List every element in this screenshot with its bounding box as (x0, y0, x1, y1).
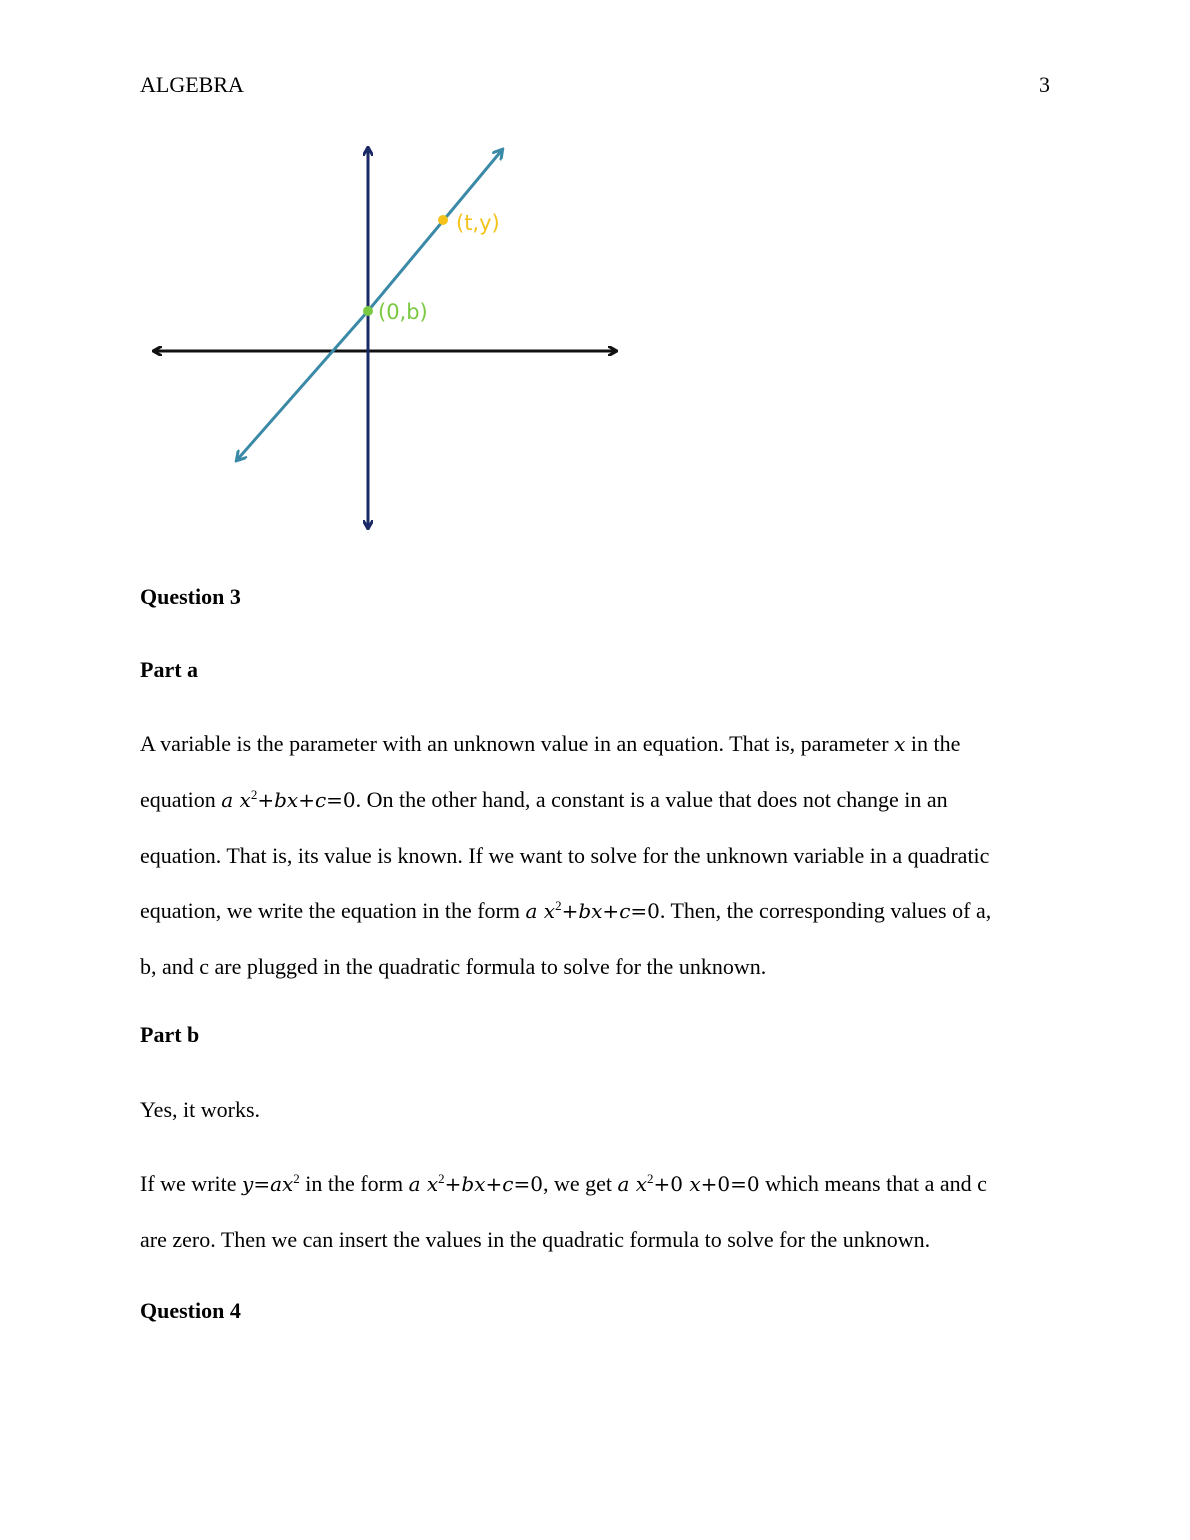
part-a-line-5: b, and c are plugged in the quadratic formula to solve for the unknown. (140, 954, 767, 979)
line-graph-figure (140, 138, 630, 538)
part-b-line-2: are zero. Then we can insert the values in the quadratic formula to solve for the unknown. (140, 1227, 931, 1252)
question-3-heading: Question 3 (140, 584, 241, 609)
equation-zero-coeffs: a $x^2+0$ x+0=0 (617, 1171, 760, 1196)
point-b (363, 306, 373, 316)
header-title: ALGEBRA (140, 72, 244, 97)
page-number: 3 (1039, 72, 1050, 97)
equation-standard-form-3: a $x^2+bx+c=0$ (408, 1171, 543, 1196)
part-b-answer: Yes, it works. (140, 1097, 261, 1122)
part-a-heading: Part a (140, 657, 199, 682)
equation-standard-form-2: a $x^2+bx+c=0$ (525, 898, 660, 923)
label-point-t: (t,y) (456, 211, 500, 235)
part-a-line-2: equation a $x^2+bx+c=0$. On the other hand, a constant is a value that does not change in an (140, 787, 948, 812)
part-a-paragraph (140, 716, 1050, 994)
question-4-heading: Question 4 (140, 1298, 241, 1323)
part-a-line-1: A variable is the parameter with an unknown value in an equation. That is, parameter x in the (140, 731, 961, 756)
equation-y-ax2: $y=ax^2$ (242, 1171, 300, 1196)
equation-standard-form: a $x^2+bx+c=0$ (221, 787, 356, 812)
label-point-b: (0,b) (378, 300, 428, 324)
sloped-line-down (237, 311, 368, 460)
point-t (438, 215, 448, 225)
line-graph (140, 138, 630, 538)
part-a-line-3: equation. That is, its value is known. If we want to solve for the unknown variable in a quadratic (140, 843, 990, 868)
part-b-paragraph (140, 1156, 1050, 1267)
part-b-line-1: If we write $y=ax^2$ in the form a $x^2+bx+c=0$, we get a $x^2+0$ x+0=0 which means that a and c (140, 1171, 987, 1196)
part-b-heading: Part b (140, 1022, 200, 1047)
part-a-line-4: equation, we write the equation in the form a $x^2+bx+c=0$. Then, the corresponding values of a, (140, 898, 992, 923)
